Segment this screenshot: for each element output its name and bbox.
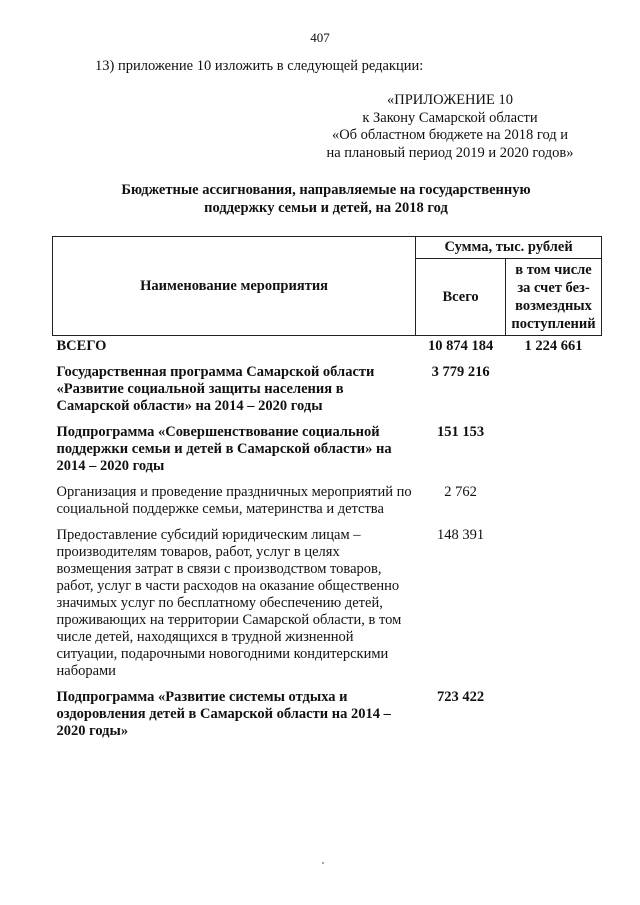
header-sum: Сумма, тыс. рублей [416,237,602,259]
appendix-line: «Об областном бюджете на 2018 год и [331,127,569,143]
header-including-line: в том числе [515,262,592,278]
budget-table [52,236,602,749]
header-including-line: за счет без- [517,280,590,296]
document-title [52,181,600,217]
header-including-line: возмездных [515,298,592,314]
appendix-line: на плановый период 2019 и 2020 годов» [326,144,574,161]
header-total: Всего [416,259,506,336]
header-including [506,259,602,336]
row-total: 2 762 [444,484,477,500]
row-name: Государственная программа Самарской области «Развитие социальной защиты населения в Самарской области» на 2014 – 2020 годы [56,364,375,414]
appendix-line: к Закону Самарской области [362,109,538,126]
appendix-line: «ПРИЛОЖЕНИЕ 10 [387,92,513,108]
row-including [506,689,602,749]
row-total: 151 153 [437,424,485,440]
table-row [53,527,602,689]
row-including [506,364,602,424]
header-name: Наименование мероприятия [53,237,416,336]
row-name: ВСЕГО [53,336,416,365]
table-row [53,424,602,484]
row-including [506,484,602,527]
title-line: Бюджетные ассигнования, направляемые на государственную [121,182,531,198]
row-total: 3 779 216 [431,364,490,380]
table-row [53,336,602,365]
table-row [53,484,602,527]
intro-text: 13) приложение 10 изложить в следующей редакции: [95,58,424,74]
header-including-line: поступлений [511,316,596,332]
table-row [53,364,602,424]
row-name: Организация и проведение праздничных мероприятий по социальной поддержке семьи, материнства и детства [56,484,412,517]
row-total: 148 391 [437,527,485,543]
row-including: 1 224 661 [506,336,602,365]
row-name: Подпрограмма «Развитие системы отдыха и оздоровления детей в Самарской области на 2014 – 2020 годы» [56,689,391,739]
row-including [506,424,602,484]
scan-mark [322,862,324,864]
table-row [53,689,602,749]
title-line: поддержку семьи и детей, на 2018 год [204,200,448,216]
row-total: 723 422 [437,689,485,705]
row-total: 10 874 184 [416,336,506,365]
row-name: Предоставление субсидий юридическим лицам – производителям товаров, работ, услуг в целях возмещения затрат в связи с производством товаров, работ, услуг в части расходов на оказание общественно значимых услуг по бесплатному обеспечению детей, проживающих на территории Самарской области, в том числе детей, находящихся в трудной жизненной ситуации, подарочными новогодними кондитерскими наборами [56,527,402,679]
row-including [506,527,602,689]
appendix-header [300,92,600,162]
row-name: Подпрограмма «Совершенствование социальной поддержки семьи и детей в Самарской области» на 2014 – 2020 годы [56,424,392,474]
page-number: 407 [310,30,330,45]
